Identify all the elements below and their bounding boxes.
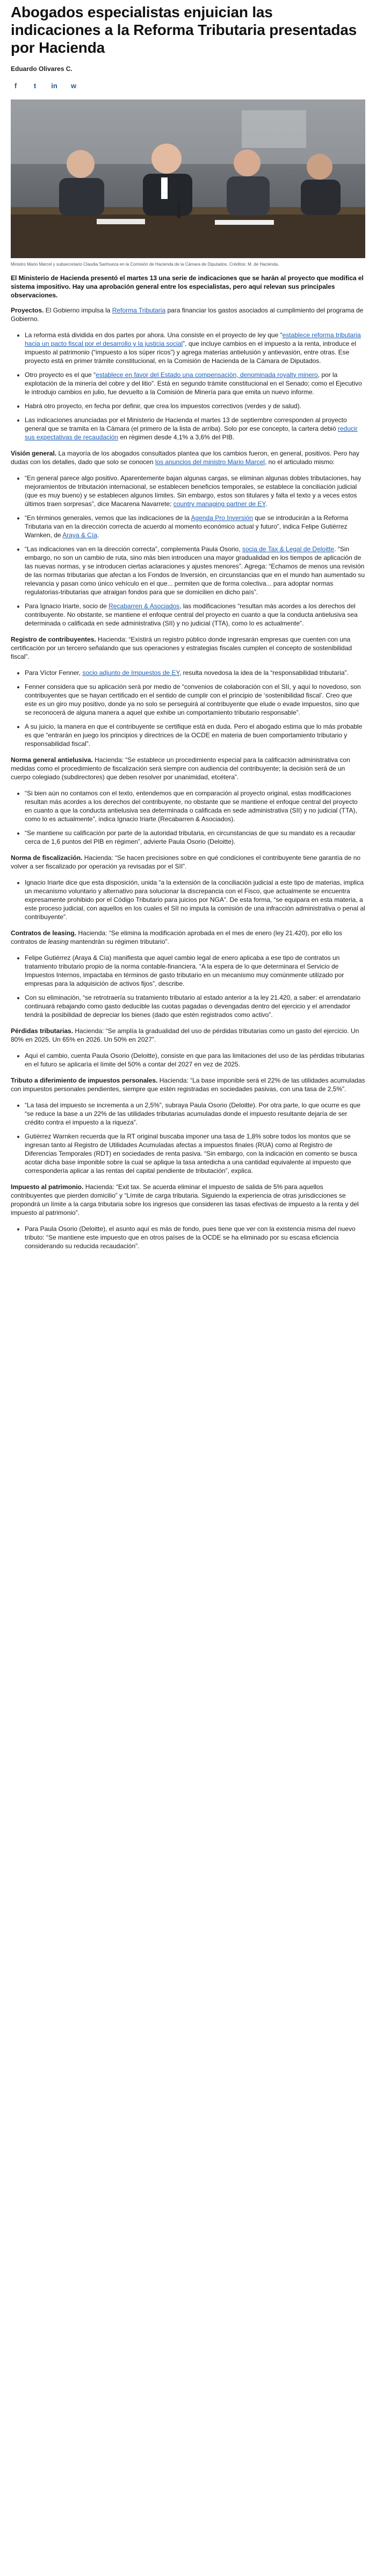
list-item (25, 402, 365, 410)
list-vision-general (11, 474, 365, 628)
text-run: Fenner considera que su aplicación será por medio de “convenios de colaboración con el SII, y aquí lo novedoso, son contribuyentes que se hayan certificado en el sentido de cumplir con el principio de ‘sostenibilidad fiscal’. Creo que este es un giro muy positivo, donde ya no solo se perseguirá al contribuyente que elude o evade impuestos, sino que se reconocerá de alguna manera a aquel que exhibe un comportamiento tributario responsable”. (25, 683, 361, 716)
list-item (25, 474, 365, 508)
text-run: “Si bien aún no contamos con el texto, entendemos que en comparación al proyecto original, estas modificaciones resultan más acordes a los derechos del contribuyente, no obstante que se mantiene el enfoque central del proyecto en cuanto a que la conducta antielusiva sea determinada o calificada en sede administrativa (SII) y no judicial (TTA), como lo es actualmente”, indica Ignacio Iriarte (Recabarren & Asociados). (25, 789, 358, 823)
list-registro (11, 668, 365, 748)
text-run: que se introducirán a la Reforma Tributaria van en la dirección correcta de acuerdo al momento económico actual y futuro”, indica Felipe Gutiérrez Warnken, de (25, 514, 349, 539)
text-run: El Gobierno impulsa la (44, 307, 112, 314)
link-recaudacion[interactable]: reducir sus expectativas de recaudación (25, 425, 358, 441)
text-run: Otro proyecto es el que “ (25, 371, 96, 379)
facebook-icon[interactable]: f (14, 81, 17, 90)
list-item (25, 514, 365, 539)
list-item (25, 953, 365, 988)
text-run: Felipe Gutiérrez (Araya & Cía) manifiesta que aquel cambio legal de enero aplicaba a ese tipo de contratos un tratamiento tributario propio de la norma contable-financiera. “A la espera de lo que determinara el Servicio de Impuestos Internos, impactaba en términos de gasto tributario en un mecanismo muy comúnmente utilizado por empresas para la adquisición de activos fijos”, describe. (25, 954, 344, 987)
list-patrimonio (11, 1225, 365, 1250)
photo-caption: Ministro Mario Marcel y subsecretario Claudia Sanhueza en la Comisión de Hacienda de la Cámara de Diputados. Créditos: M. de Hacienda. (11, 262, 279, 267)
section-label: Norma de fiscalización. (11, 854, 83, 862)
paragraph-proyectos (11, 306, 365, 323)
text-run: Habrá otro proyecto, en fecha por definir, que crea los impuestos correctivos (verdes y de salud). (25, 402, 301, 410)
article (0, 0, 376, 1250)
section-label: Pérdidas tributarias. (11, 1027, 74, 1035)
link-ey-impuestos[interactable]: socio adjunto de Impuestos de EY (82, 669, 179, 677)
text-run: “Las indicaciones van en la dirección correcta”, complementa Paula Osorio, (25, 545, 242, 553)
text-run: Hacienda: “Exit tax. Se acuerda eliminar el impuesto de salida de 5% para aquellos contribuyentes que pierden domicilio” y “Límite de carga tributaria. Siguiendo la experiencia de otras jurisdicciones se propondrá un límite a la carga tributaria sobre los ingresos que consideren las tasas efectivas de impuesto a la renta y del impuesto al patrimonio”. (11, 1183, 359, 1216)
section-label: Impuesto al patrimonio. (11, 1183, 84, 1191)
text-run: Hacienda: “Se amplía la gradualidad del uso de pérdidas tributarias como un gasto del ejercicio. Un 80% en 2025. Un 65% en 2026. Un 50% en 2027”. (11, 1027, 359, 1043)
link-araya[interactable]: Araya & Cía (62, 531, 97, 539)
text-run: , resulta novedosa la idea de la “responsabilidad tributaria”. (179, 669, 349, 677)
text-run: Las indicaciones anunciadas por el Ministerio de Hacienda el martes 13 de septiembre corresponden al proyecto general que se tramita en la Cámara (el primero de la lista de arriba). Solo por ese concepto, la cartera debió (25, 416, 347, 432)
text-run: en régimen desde 4,1% a 3,6% del PIB. (118, 433, 235, 441)
list-antielusiva (11, 789, 365, 846)
link-ey[interactable]: country managing partner de EY (173, 500, 266, 508)
paragraph-fiscalizacion (11, 853, 365, 871)
section-label: Visión general. (11, 450, 57, 457)
link-anuncios-ministro[interactable]: los anuncios del ministro Mario Marcel (155, 458, 265, 466)
list-fiscalizacion (11, 878, 365, 921)
article-photo (11, 99, 365, 258)
text-run: Ignacio Iriarte dice que esta disposición, unida “a la extensión de la conciliación judicial a este tipo de materias, implica un mecanismo voluntario y alternativo para solucionar la discrepancia con el Fisco, que actualmente se encuentra expresamente prohibido por el Código Tributario para juicios por NGA”. De esta forma, “se equipara en esta materia, a este proceso judicial, con aquellos en los cuales el SII no imputa la comisión de una infracción administrativa o penal al contribuyente”. (25, 879, 365, 921)
list-item (25, 829, 365, 846)
section-label: Proyectos. (11, 307, 44, 314)
text-run: “En términos generales, vemos que las indicaciones de la (25, 514, 191, 522)
list-item (25, 682, 365, 717)
linkedin-icon[interactable]: in (51, 81, 57, 90)
meeting-photo-illustration (11, 99, 365, 258)
link-royalty-minero[interactable]: establece en favor del Estado una compensación, denominada royalty minero (96, 371, 318, 379)
text-run: , las modificaciones “resultan más acordes a los derechos del contribuyente. No obstante, se mantiene el enfoque central del proyecto en cuanto a que la conducta antielusiva sea determinada o calificada en sede administrativa (SII) y no judicial (TTA), como lo es actualmente”. (25, 602, 358, 627)
text-run: “La tasa del impuesto se incrementa a un 2,5%”, subraya Paula Osorio (Deloitte). Por otra parte, lo que ocurre es que “se reduce la base a un 22% de las utilidades tributarias acumuladas donde el impuesto resultante dejaría de ser crédito contra el impuesto a la riqueza”. (25, 1101, 360, 1126)
text-run: leasing (48, 938, 69, 945)
text-run: Con su eliminación, “se retrotraería su tratamiento tributario al estado anterior a la ley 21.420, a saber: el arrendatario continuará rebajando como gasto deducible las cuotas pagadas o devengadas dentro del ejercicio y el arrendador tendrá la posibilidad de depreciar los bienes (dado que estén registrados como activo”. (25, 994, 360, 1019)
link-recabarren[interactable]: Recabarren & Asociados (109, 602, 180, 610)
text-run: Hacienda: “Se establece un procedimiento especial para la calificación administrativa con medidas como el procedimiento de fiscalización será siempre con audiencia del contribuyente; la decisión será de un cuerpo colegiado (subdirectores) que deben resolver por unanimidad, etcétera”. (11, 756, 350, 781)
list-item (25, 789, 365, 823)
share-bar (11, 80, 365, 91)
text-run: La reforma está dividida en dos partes por ahora. Una consiste en el proyecto de ley que “ (25, 331, 283, 339)
list-item (25, 416, 365, 442)
link-agenda-pro-inversion[interactable]: Agenda Pro Inversión (191, 514, 253, 522)
list-item (25, 1225, 365, 1250)
text-run: Hacienda: “Existirá un registro público donde ingresarán empresas que cuenten con una certificación por un tercero señalando que sus operaciones y estrategias fiscales cumplen el concepto de sostenibilidad fiscal”. (11, 636, 352, 660)
text-run: Gutiérrez Warnken recuerda que la RT original buscaba imponer una tasa de 1,8% sobre todos los montos que se ingresan tanto al Registro de Utilidades Acumuladas afectas a impuestos finales (RUA) como al Registro de Diferencias Temporales (RDT) en sociedades de renta pasiva. “Sin embargo, con la indicación en comento se busca acotar dicha base imponible sobre la cual se aplique la tasa antedicha a una cantidad equivalente al impuesto que correspondería aplicar a las rentas del capital pendiente de tributación”, explica. (25, 1133, 357, 1175)
list-item (25, 371, 365, 396)
article-title: Abogados especialistas enjuician las indicaciones a la Reforma Tributaria presentadas por Hacienda (11, 4, 357, 56)
author: Eduardo Olivares C. (11, 65, 73, 73)
paragraph-vision-general (11, 449, 365, 466)
link-proyecto-ley[interactable]: establece reforma tributaria hacia un pacto fiscal por el desarrollo y la justicia social (25, 331, 361, 347)
section-label: Registro de contribuyentes. (11, 636, 96, 643)
paragraph-leasing (11, 929, 365, 946)
text-run: Para Víctor Fenner, (25, 669, 83, 677)
text-run: Hacienda: “Se hacen precisiones sobre en qué condiciones el contribuyente tiene garantía de no volver a ser fiscalizado por operación ya revisadas por el SII”. (11, 854, 361, 870)
twitter-icon[interactable]: t (33, 81, 37, 90)
list-proyectos (11, 331, 365, 442)
list-item (25, 1051, 365, 1069)
link-reforma-tributaria[interactable]: Reforma Tributaria (112, 307, 166, 314)
section-label: Contratos de leasing. (11, 929, 77, 937)
text-run: Hacienda: “Se elimina la modificación aprobada en el mes de enero (ley 21.420), por ello los contratos de (11, 929, 342, 945)
paragraph-perdidas (11, 1027, 365, 1044)
list-item (25, 993, 365, 1019)
text-run: “En general parece algo positivo. Aparentemente bajan algunas cargas, se eliminan algunas dobles tributaciones, hay mejoramientos de tributación internacional, se establecen beneficios temporales, se establece la conciliación judicial (que es muy bueno) y se establecen algunos límites. Sin embargo, estos son titulares y falta el texto y a veces estos últimos traen sorpresas”, dice Macarena Navarrete; (25, 474, 361, 508)
list-item (25, 545, 365, 596)
list-item (25, 722, 365, 748)
paragraph-diferimiento (11, 1076, 365, 1093)
text-run: . “Sin embargo, no son un cambio de ruta, sino más bien introducen una mayor gradualidad en los tiempos de aplicación de las nuevas normas, y se introducen ciertas aclaraciones y ajustes menores”. Agrega: “Echamos de menos una revisión de las normas tributarias que afectan a los Fondos de Inversión, en circunstancias que en el mundo han aumentado su relevancia y pasan como único vehículo en el que... permiten que de forma colectiva... para adoptar normas regulatorias-tributarias que atraigan fondos para que se domicilien en dicho país”. (25, 545, 365, 596)
paragraph-antielusiva (11, 756, 365, 781)
text-run: La mayoría de los abogados consultados plantea que los cambios fueron, en general, positivos. Pero hay dudas con los detalles, dado que solo se conocen (11, 450, 359, 466)
text-run: , por la explotación de la minería del cobre y del litio”. Está en segundo trámite constitucional en el Senado; como el Ejecutivo le introdujo cambios en julio, fue devuelto a la Comisión de Minería para que emita un nuevo informe. (25, 371, 362, 396)
list-diferimiento (11, 1101, 365, 1175)
text-run: Aquí el cambio, cuenta Paula Osorio (Deloitte), consiste en que para las limitaciones del uso de las pérdidas tributarias en el futuro se aplicaría el límite del 50% a contar del 2027 en vez de 2025. (25, 1052, 365, 1068)
text-run: Para Ignacio Iriarte, socio de (25, 602, 109, 610)
section-label: Norma general antielusiva. (11, 756, 93, 764)
text-run: mantendrán su régimen tributario”. (68, 938, 169, 945)
text-run: ”, que incluye cambios en el impuesto a la renta, introduce el impuesto al patrimonio (“impuesto a los súper ricos”) y agrega materias antielusión y antievasión, entre otras. Ese proyecto está en primer trámite constitucional, en la Comisión de Hacienda de la Cámara de Diputados. (25, 340, 357, 365)
list-item (25, 602, 365, 628)
paragraph-registro (11, 635, 365, 661)
text-run: A su juicio, la manera en que el contribuyente se certifique está en duda. Pero el abogado estima que lo más probable es que “entrarán en juego los principios y directrices de la OCDE en materia de buen comportamiento tributario y responsabilidad fiscal”. (25, 723, 363, 748)
section-label: Tributo a diferimiento de impuestos personales. (11, 1077, 158, 1084)
text-run: “Se mantiene su calificación por parte de la autoridad tributaria, en circunstancias de que su mandato es a recaudar cerca de 1,6 puntos del PIB en régimen”, advierte Paula Osorio (Deloitte). (25, 829, 356, 845)
article-lead: El Ministerio de Hacienda presentó el martes 13 una serie de indicaciones que se harán al proyecto que modifica el sistema impositivo. Hay una aprobación general entre los especialistas, pero aquí relevan sus principales observaciones. (11, 274, 364, 299)
text-run: , no el articulado mismo: (264, 458, 335, 466)
text-run: Para Paula Osorio (Deloitte), el asunto aquí es más de fondo, pues tiene que ver con la existencia misma del nuevo tributo: “Se mantiene este impuesto que en otros países de la OCDE se ha eliminado por su escasa eficiencia considerando su reducida recaudación”. (25, 1225, 356, 1250)
text-run: para financiar los gastos asociados al cumplimiento del programa de Gobierno. (11, 307, 364, 323)
text-run: Hacienda: “La base imponible será el 22% de las utilidades acumuladas con impuestos personales pendientes, siempre que estén registradas en sociedades pasivas, con una tasa de 2,5%”. (11, 1077, 365, 1093)
list-item (25, 1132, 365, 1175)
text-run: . (265, 500, 267, 508)
list-item (25, 331, 365, 365)
list-item (25, 878, 365, 921)
link-deloitte[interactable]: socia de Tax & Legal de Deloitte (242, 545, 335, 553)
list-item (25, 668, 365, 677)
paragraph-patrimonio (11, 1183, 365, 1217)
list-leasing (11, 953, 365, 1019)
list-perdidas (11, 1051, 365, 1069)
list-item (25, 1101, 365, 1127)
whatsapp-icon[interactable]: w (70, 81, 77, 90)
text-run: . (97, 531, 99, 539)
